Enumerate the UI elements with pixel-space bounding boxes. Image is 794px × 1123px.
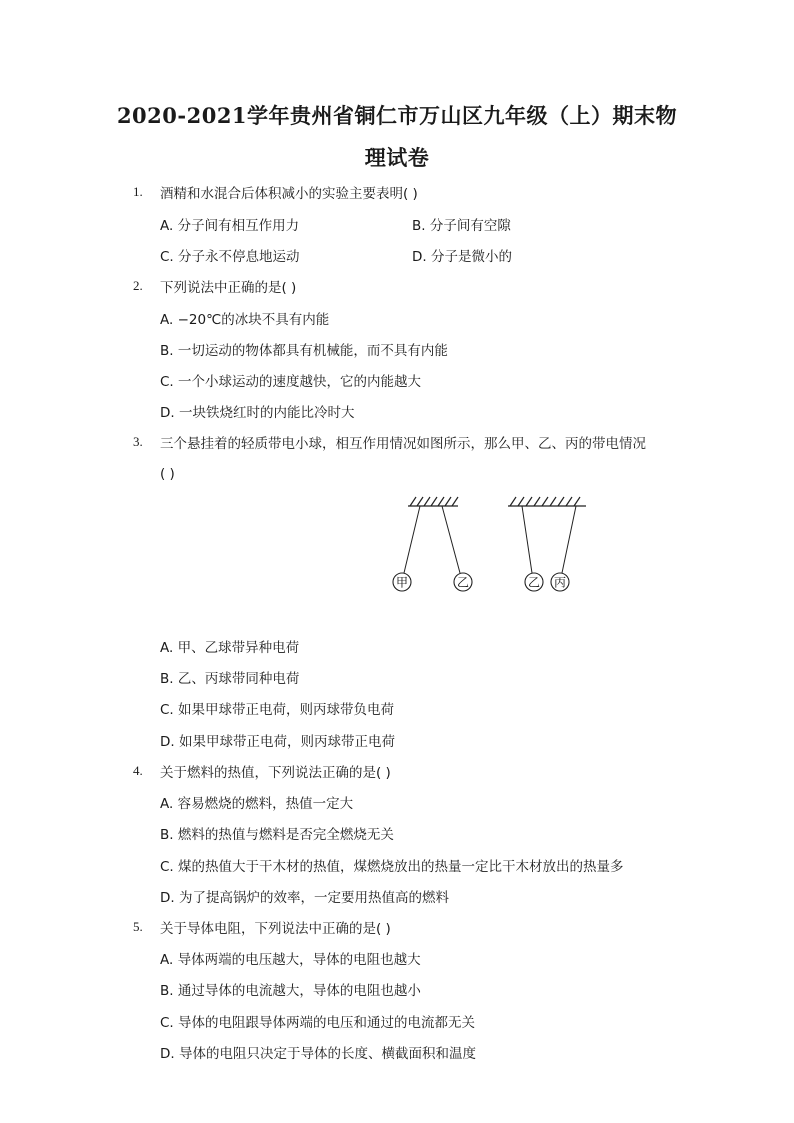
ball-jia	[393, 573, 411, 591]
question-number: 4.	[133, 763, 143, 778]
question-stem: 三个悬挂着的轻质带电小球，相互作用情况如图所示，那么甲、乙、丙的带电情况	[160, 436, 646, 452]
ball-label: 乙	[456, 575, 470, 590]
option-a: A. 甲、乙球带异种电荷	[160, 640, 300, 656]
option-b: B. 一切运动的物体都具有机械能，而不具有内能	[160, 343, 448, 359]
ball-label: 甲	[395, 575, 409, 590]
option-c: C. 煤的热值大于干木材的热值，煤燃烧放出的热量一定比干木材放出的热量多	[160, 859, 624, 875]
option-a: A. 分子间有相互作用力	[160, 218, 300, 234]
ball-yi-left	[454, 573, 472, 591]
question-number: 2.	[133, 278, 143, 293]
threads	[404, 506, 576, 573]
question-stem: 关于导体电阻，下列说法中正确的是( )	[160, 921, 391, 937]
option-c: C. 导体的电阻跟导体两端的电压和通过的电流都无关	[160, 1015, 476, 1031]
question-number: 5.	[133, 919, 143, 934]
option-b: B. 燃料的热值与燃料是否完全燃烧无关	[160, 827, 394, 843]
option-c: C. 分子永不停息地运动	[160, 249, 300, 265]
option-c: C. 如果甲球带正电荷，则丙球带负电荷	[160, 702, 395, 718]
question-number: 3.	[133, 434, 143, 449]
option-d: D. 一块铁烧红时的内能比冷时大	[160, 405, 355, 421]
ball-label: 乙	[527, 575, 541, 590]
question-stem: 酒精和水混合后体积减小的实验主要表明( )	[160, 186, 418, 202]
option-d: D. 如果甲球带正电荷，则丙球带正电荷	[160, 734, 395, 750]
option-d: D. 导体的电阻只决定于导体的长度、横截面积和温度	[160, 1046, 476, 1062]
exam-title-line1: 2020-2021学年贵州省铜仁市万山区九年级（上）期末物	[116, 103, 678, 128]
ceiling-left	[408, 497, 458, 506]
option-d: D. 为了提高锅炉的效率，一定要用热值高的燃料	[160, 890, 449, 906]
question-stem-cont: ( )	[160, 466, 175, 482]
option-a: A. 容易燃烧的燃料，热值一定大	[160, 796, 354, 812]
ceiling-right	[508, 497, 586, 506]
option-b: B. 分子间有空隙	[412, 218, 511, 234]
option-b: B. 乙、丙球带同种电荷	[160, 671, 300, 687]
ball-yi-right	[525, 573, 543, 591]
question-number: 1.	[133, 184, 143, 199]
ball-bing	[551, 573, 569, 591]
ball-label: 丙	[553, 575, 567, 590]
option-d: D. 分子是微小的	[412, 249, 512, 265]
exam-title-line2: 理试卷	[364, 145, 430, 170]
option-c: C. 一个小球运动的速度越快，它的内能越大	[160, 374, 422, 390]
option-a: A. 导体两端的电压越大，导体的电阻也越大	[160, 952, 421, 968]
charged-balls-figure	[380, 488, 610, 603]
option-b: B. 通过导体的电流越大，导体的电阻也越小	[160, 983, 421, 999]
question-stem: 关于燃料的热值，下列说法正确的是( )	[160, 765, 391, 781]
question-stem: 下列说法中正确的是( )	[160, 280, 297, 296]
option-a: A. −20℃的冰块不具有内能	[160, 312, 330, 328]
